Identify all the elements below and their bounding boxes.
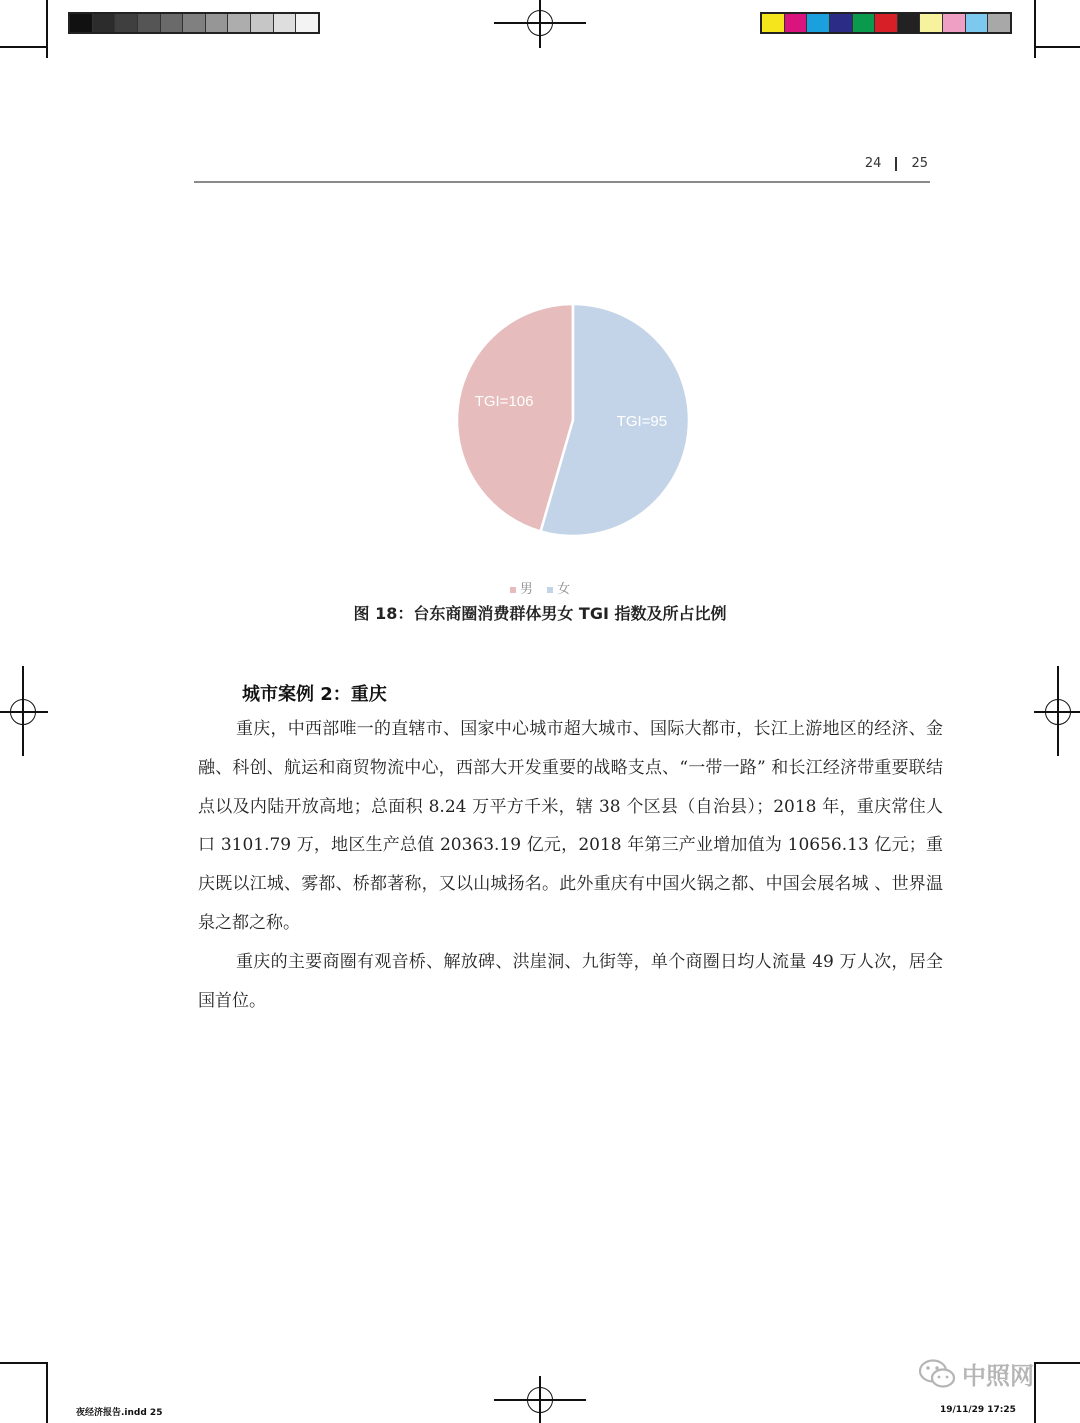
color-swatch bbox=[228, 14, 251, 32]
crop-mark bbox=[0, 1362, 46, 1364]
wechat-icon bbox=[918, 1358, 956, 1390]
header-rule bbox=[194, 181, 930, 183]
color-swatch bbox=[898, 14, 921, 32]
watermark bbox=[918, 1356, 1034, 1391]
paragraph: 重庆的主要商圈有观音桥、解放碑、洪崖洞、九街等，单个商圈日均人流量 49 万人次，居全国首位。 bbox=[198, 952, 943, 1011]
color-swatch bbox=[296, 14, 318, 32]
color-swatch bbox=[875, 14, 898, 32]
page-number-divider bbox=[895, 157, 897, 171]
crop-mark bbox=[1034, 1362, 1036, 1423]
color-swatch bbox=[762, 14, 785, 32]
color-swatch bbox=[988, 14, 1010, 32]
page-number-left: 24 bbox=[864, 156, 882, 171]
pie-label-male: TGI=106 bbox=[474, 393, 534, 411]
color-swatch bbox=[115, 14, 138, 32]
color-swatch bbox=[274, 14, 297, 32]
legend-label-male: 男 bbox=[519, 582, 533, 597]
color-swatch bbox=[785, 14, 808, 32]
legend-item-female bbox=[547, 582, 570, 597]
footer-timestamp: 19/11/29 17:25 bbox=[940, 1405, 1016, 1415]
crop-mark bbox=[1034, 1362, 1080, 1364]
color-swatch bbox=[206, 14, 229, 32]
legend-swatch-female bbox=[547, 587, 553, 593]
color-swatch bbox=[251, 14, 274, 32]
section-title: 城市案例 2：重庆 bbox=[242, 684, 387, 705]
color-swatch bbox=[943, 14, 966, 32]
paragraph: 重庆，中西部唯一的直辖市、国家中心城市超大城市、国际大都市，长江上游地区的经济、金融、科创、航运和商贸物流中心，西部大开发重要的战略支点、“一带一路” 和长江经济带重要联结点以及内陆开放高地；总面积 8.24 万平方千米，辖 38 个区县（自治县）；2018 年，重庆常住人口 3101.79 万，地区生产总值 20363.19 亿元，2018 年第三产业增加值为 10656.13 亿元；重庆既以江城、雾都、桥都著称，又以山城扬名。此外重庆有中国火锅之都、中国会展名城 、世界温泉之都之称。 bbox=[198, 719, 943, 933]
crop-mark bbox=[0, 46, 46, 48]
figure-caption: 图 18：台东商圈消费群体男女 TGI 指数及所占比例 bbox=[353, 604, 727, 623]
color-swatch bbox=[920, 14, 943, 32]
crop-mark bbox=[1034, 0, 1036, 58]
color-swatch bbox=[183, 14, 206, 32]
footer-filename: 夜经济报告.indd 25 bbox=[76, 1408, 163, 1418]
legend-label-female: 女 bbox=[557, 582, 571, 597]
chart-legend bbox=[0, 578, 1080, 597]
page-number-right: 25 bbox=[911, 156, 928, 171]
legend-item-male bbox=[510, 582, 533, 597]
legend-swatch-male bbox=[510, 587, 516, 593]
color-swatch bbox=[807, 14, 830, 32]
color-swatch bbox=[830, 14, 853, 32]
color-swatch bbox=[138, 14, 161, 32]
crop-mark bbox=[46, 1362, 48, 1423]
grayscale-color-bar bbox=[68, 12, 320, 34]
pie-chart bbox=[430, 290, 710, 550]
crop-mark bbox=[46, 0, 48, 58]
color-swatch bbox=[93, 14, 116, 32]
color-swatch bbox=[853, 14, 876, 32]
color-swatch bbox=[966, 14, 989, 32]
page-numbers bbox=[865, 156, 928, 171]
crop-mark bbox=[1034, 46, 1080, 48]
color-swatch bbox=[161, 14, 184, 32]
watermark-text: 中照网 bbox=[962, 1362, 1034, 1390]
process-color-bar bbox=[760, 12, 1012, 34]
color-swatch bbox=[70, 14, 93, 32]
pie-label-female: TGI=95 bbox=[616, 412, 668, 430]
